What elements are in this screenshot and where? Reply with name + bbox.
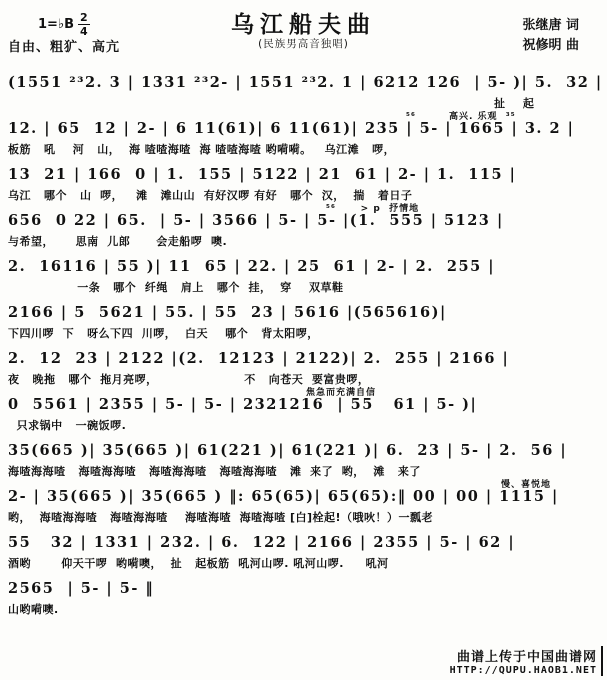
notation-line: 2- | 35(665 )| 35(665 ) ‖: 65(65)| 65(65):‖ 00 | 00 | 1115 |	[8, 488, 559, 505]
lyrics-line: 哟， 海喳海海喳 海喳海海喳 海喳海喳 海喳海喳 [白]栓起!（哦吙！）一瓢老	[8, 511, 434, 524]
notation-line: 2565 | 5- | 5- ‖	[8, 580, 155, 597]
lyrics-line: 一条 哪个 纤绳 肩上 哪个 挂， 穿 双草鞋	[8, 281, 344, 294]
lyricist-credit: 张继唐 词	[522, 18, 579, 33]
lyrics-line: 酒哟 仰天干啰 哟嗬噢， 扯 起板筋 吼河山啰. 吼河山啰. 吼河	[8, 557, 389, 570]
watermark-site-name: 曲谱上传于中国曲谱网	[456, 650, 597, 665]
score-line-10	[6, 480, 601, 526]
expression-annotation: 焦急而充满自信	[306, 388, 377, 398]
notation-line: (1551 ²³2. 3 | 1331 ²³2- | 1551 ²³2. 1 | 6212 126 | 5- )| 5. 32 |	[8, 74, 603, 91]
lyrics-line: 夜 晚拖 哪个 拖月亮啰， 不 向苍天 要富贵啰，	[8, 373, 370, 386]
score-line-2	[6, 112, 601, 158]
tempo-expression: 自由、粗犷、高亢	[8, 40, 121, 55]
notation-line: 12. | 65 12 | 2- | 6 11(61)| 6 11(61)| 235 | 5- | 1665 | 3. 2 |	[8, 120, 575, 137]
score-line-9	[6, 434, 601, 480]
time-signature-top: 2	[79, 11, 88, 24]
score-line-3	[6, 158, 601, 204]
watermark-site-url: HTTP://QUPU.HAOB1.NET	[449, 665, 597, 676]
notation-line: 656 0 22 | 65. | 5- | 3566 | 5- | 5- |(1. 555 | 5123 |	[8, 212, 504, 229]
notation-line: 2. 16116 | 55 )| 11 65 | 22. | 25 61 | 2- | 2. 255 |	[8, 258, 496, 275]
lyrics-line: 板筋 吼 河 山， 海 喳喳海喳 海 喳喳海喳 哟嗬嗬。 乌江滩 啰，	[8, 143, 396, 156]
lyrics-line: 扯 起	[494, 97, 535, 110]
notation-line: 55 32 | 1331 | 232. | 6. 122 | 2166 | 2355 | 5- | 62 |	[8, 534, 516, 551]
score-header	[0, 0, 607, 64]
lyrics-line: 与希望， 思南 儿郎 会走船啰 噢.	[8, 235, 228, 248]
expression-annotation: ⁵⁶ 高兴. 乐观 ³⁵	[406, 112, 516, 122]
score-line-12	[6, 572, 601, 618]
song-subtitle: (民族男高音独唱)	[258, 38, 349, 50]
score-line-5	[6, 250, 601, 296]
score-line-7	[6, 342, 601, 388]
key-signature: 1=♭B	[38, 17, 74, 32]
watermark-footer	[450, 646, 603, 676]
song-title: 乌江船夫曲	[231, 12, 376, 38]
notation-line: 0 5561 | 2355 | 5- | 5- | 2321216 | 55 61 | 5- )|	[8, 396, 478, 413]
notation-line: 2166 | 5 5621 | 55. | 55 23 | 5616 |(565616)|	[8, 304, 447, 321]
notation-line: 13 21 | 166 0 | 1. 155 | 5122 | 21 61 | 2- | 1. 115 |	[8, 166, 517, 183]
expression-annotation: ⁵⁶ > p 抒情地	[326, 204, 420, 214]
score-line-6	[6, 296, 601, 342]
composer-credit: 祝修明 曲	[522, 37, 579, 53]
notation-line: 35(665 )| 35(665 )| 61(221 )| 61(221 )| 6. 23 | 5- | 2. 56 |	[8, 442, 568, 459]
lyrics-line: 山哟嗬噢.	[8, 603, 59, 616]
lyrics-line: 乌江 哪个 山 啰， 滩 滩山山 有好汉啰 有好 哪个 汉， 揣 着日子	[8, 189, 413, 202]
expression-annotation: 慢、喜悦地	[501, 480, 552, 490]
score-line-11	[6, 526, 601, 572]
score-line-8	[6, 388, 601, 434]
notation-line: 2. 12 23 | 2122 |(2. 12123 | 2122)| 2. 255 | 2166 |	[8, 350, 510, 367]
lyrics-line: 海喳海海喳 海喳海海喳 海喳海海喳 海喳海海喳 滩 来了 哟， 滩 来了	[8, 465, 421, 478]
lyrics-line: 只求锅中 一碗饭啰.	[8, 419, 127, 432]
time-signature-bottom: 4	[79, 25, 88, 38]
credits	[522, 16, 579, 55]
lyrics-line: 下四川啰 下 呀么下四 川啰， 白天 哪个 背太阳啰，	[8, 327, 319, 340]
score-body	[0, 64, 607, 618]
score-line-4	[6, 204, 601, 250]
score-line-1	[6, 66, 601, 112]
